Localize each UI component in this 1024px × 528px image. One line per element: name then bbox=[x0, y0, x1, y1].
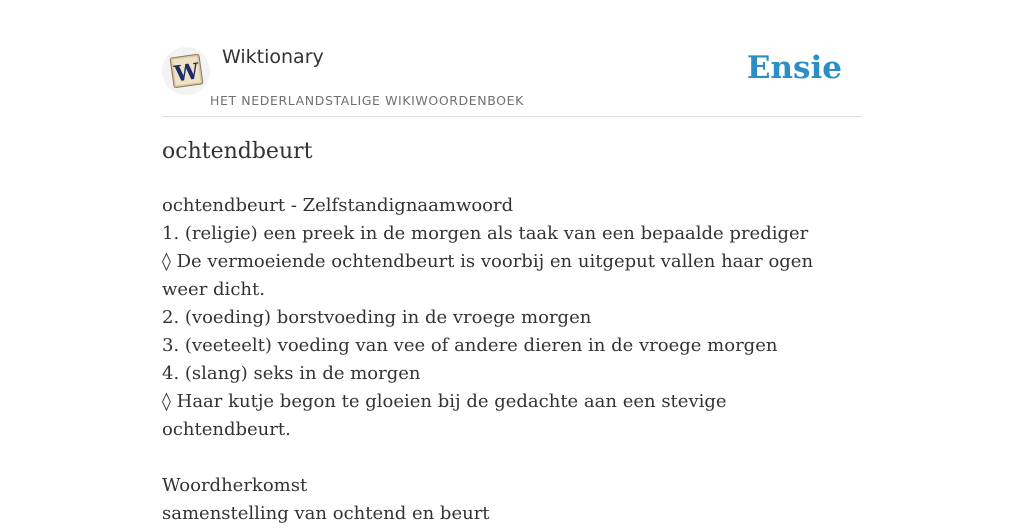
etymology-heading: Woordherkomst bbox=[162, 475, 308, 496]
spacer bbox=[162, 444, 852, 472]
site-name[interactable]: Wiktionary bbox=[222, 46, 324, 68]
entry-content bbox=[162, 192, 852, 528]
logo-letter: W bbox=[172, 58, 201, 88]
ensie-brand-link[interactable]: Ensie bbox=[746, 50, 842, 86]
wiktionary-logo-icon[interactable] bbox=[162, 47, 210, 95]
example-1: ◊ De vermoeiende ochtendbeurt is voorbij en uitgeput vallen haar ogen weer dicht. bbox=[162, 251, 814, 300]
site-header bbox=[162, 0, 862, 117]
definition-2: 2. (voeding) borstvoeding in de vroege morgen bbox=[162, 307, 592, 328]
definition-4: 4. (slang) seks in de morgen bbox=[162, 363, 421, 384]
etymology-text: samenstelling van ochtend en beurt bbox=[162, 503, 490, 524]
entry-heading: ochtendbeurt - Zelfstandignaamwoord bbox=[162, 195, 514, 216]
example-4: ◊ Haar kutje begon te gloeien bij de gedachte aan een stevige ochtendbeurt. bbox=[162, 391, 727, 440]
site-tagline: HET NEDERLANDSTALIGE WIKIWOORDENBOEK bbox=[210, 93, 524, 108]
page-title: ochtendbeurt bbox=[162, 139, 313, 164]
definition-1: 1. (religie) een preek in de morgen als taak van een bepaalde prediger bbox=[162, 223, 809, 244]
definition-3: 3. (veeteelt) voeding van vee of andere dieren in de vroege morgen bbox=[162, 335, 778, 356]
